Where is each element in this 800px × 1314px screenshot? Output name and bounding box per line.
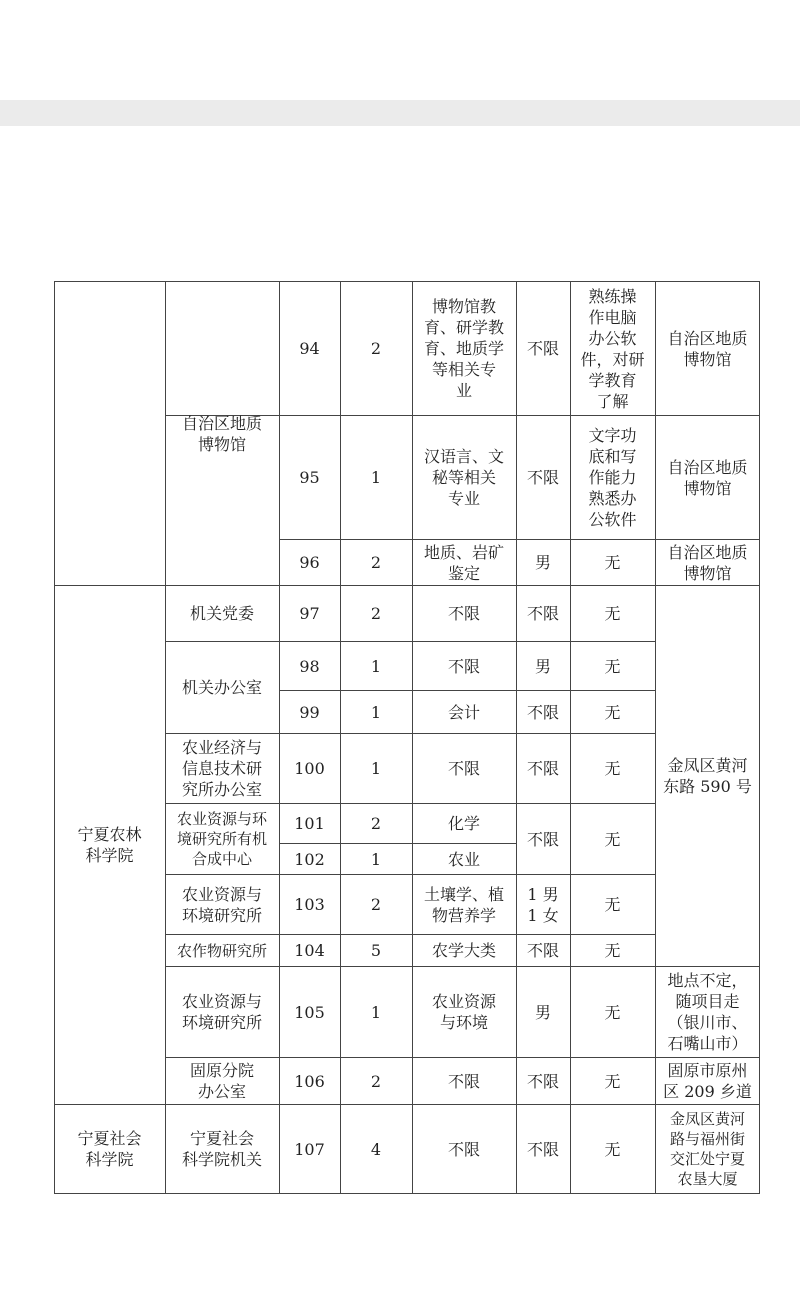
gender-cell: 1 男 1 女 <box>527 884 559 925</box>
dept-cell: 自治区地质 博物馆 <box>181 413 262 454</box>
count-cell: 1 <box>370 1002 382 1022</box>
code-cell: 106 <box>294 1071 325 1091</box>
location-cell: 地点不定， 随项目走 （银川市、 石嘴山市） <box>667 971 748 1053</box>
location-cell: 固原市原州 区 209 乡道 <box>663 1061 752 1101</box>
dept-cell: 固原分院 办公室 <box>189 1061 254 1101</box>
location-cell: 金凤区黄河 路与福州街 交汇处宁夏 农垦大厦 <box>669 1110 745 1188</box>
count-cell: 2 <box>370 895 382 914</box>
other-req-cell: 无 <box>604 1139 621 1159</box>
location-cell: 自治区地质 博物馆 <box>667 328 748 369</box>
major-cell: 不限 <box>447 1071 480 1091</box>
other-req-cell: 文字功 底和写 作能力 熟悉办 公软件 <box>588 426 637 529</box>
gender-cell: 不限 <box>526 759 559 778</box>
count-cell: 4 <box>370 1139 382 1159</box>
other-req-cell: 无 <box>604 1071 621 1091</box>
major-cell: 土壤学、植 物营养学 <box>423 884 504 925</box>
major-cell: 农业 <box>447 849 480 869</box>
other-req-cell: 熟练操 作电脑 办公软 件，对研 学教育 了解 <box>580 286 645 411</box>
gender-cell: 不限 <box>526 941 559 960</box>
gender-cell: 不限 <box>526 702 559 722</box>
code-cell: 97 <box>299 604 320 623</box>
code-cell: 102 <box>294 849 325 869</box>
major-cell: 化学 <box>447 814 480 833</box>
gender-cell: 不限 <box>526 1139 559 1159</box>
major-cell: 不限 <box>447 656 480 676</box>
dept-cell: 机关党委 <box>189 604 254 623</box>
unit-cell: 宁夏农林 科学院 <box>77 825 142 865</box>
other-req-cell: 无 <box>604 941 621 960</box>
code-cell: 98 <box>299 656 320 676</box>
other-req-cell: 无 <box>604 895 621 914</box>
count-cell: 1 <box>370 702 382 722</box>
other-req-cell: 无 <box>604 829 621 849</box>
gender-cell: 男 <box>534 1002 551 1022</box>
dept-cell: 农业资源与 环境研究所 <box>181 884 262 925</box>
code-cell: 104 <box>294 941 325 960</box>
major-cell: 地质、岩矿 鉴定 <box>423 542 504 583</box>
gender-cell: 男 <box>534 656 551 676</box>
code-cell: 96 <box>299 553 320 572</box>
dept-cell: 农业资源与环 境研究所有机 合成中心 <box>176 810 267 868</box>
count-cell: 1 <box>370 849 382 869</box>
other-req-cell: 无 <box>604 656 621 676</box>
gender-cell: 不限 <box>526 604 559 623</box>
count-cell: 1 <box>370 468 382 487</box>
dept-cell: 宁夏社会 科学院机关 <box>181 1129 262 1169</box>
gender-cell: 不限 <box>526 339 559 358</box>
code-cell: 99 <box>299 702 320 722</box>
code-cell: 103 <box>294 895 325 914</box>
count-cell: 1 <box>370 759 382 778</box>
unit-cell: 宁夏社会 科学院 <box>77 1129 142 1169</box>
major-cell: 农学大类 <box>431 941 496 960</box>
count-cell: 2 <box>370 339 382 358</box>
count-cell: 2 <box>370 814 382 833</box>
gender-cell: 男 <box>534 553 551 572</box>
location-cell: 自治区地质 博物馆 <box>667 542 748 583</box>
count-cell: 2 <box>370 604 382 623</box>
top-toolbar-band <box>0 100 800 126</box>
code-cell: 94 <box>299 339 320 358</box>
other-req-cell: 无 <box>604 1002 621 1022</box>
dept-cell: 农业资源与 环境研究所 <box>181 992 262 1032</box>
major-cell: 博物馆教 育、研学教 育、地质学 等相关专 业 <box>423 297 504 400</box>
code-cell: 100 <box>294 759 325 778</box>
dept-cell: 机关办公室 <box>181 678 262 697</box>
code-cell: 107 <box>294 1139 325 1159</box>
dept-cell: 农作物研究所 <box>176 941 267 960</box>
major-cell: 不限 <box>447 759 480 778</box>
major-cell: 不限 <box>447 1139 480 1159</box>
major-cell: 汉语言、文 秘等相关 专业 <box>423 447 504 508</box>
other-req-cell: 无 <box>604 604 621 623</box>
location-cell: 自治区地质 博物馆 <box>667 457 748 498</box>
other-req-cell: 无 <box>604 553 621 572</box>
gender-cell: 不限 <box>526 468 559 487</box>
other-req-cell: 无 <box>604 759 621 778</box>
other-req-cell: 无 <box>604 702 621 722</box>
major-cell: 不限 <box>447 604 480 623</box>
location-cell: 金凤区黄河 东路 590 号 <box>663 756 752 796</box>
count-cell: 1 <box>370 656 382 676</box>
count-cell: 2 <box>370 553 382 572</box>
major-cell: 农业资源 与环境 <box>431 992 496 1032</box>
count-cell: 2 <box>370 1071 382 1091</box>
count-cell: 5 <box>370 941 382 960</box>
major-cell: 会计 <box>447 702 480 722</box>
dept-cell: 农业经济与 信息技术研 究所办公室 <box>181 738 262 799</box>
gender-cell: 不限 <box>526 1071 559 1091</box>
code-cell: 105 <box>294 1002 325 1022</box>
code-cell: 95 <box>299 468 320 487</box>
code-cell: 101 <box>294 814 325 833</box>
gender-cell: 不限 <box>526 829 559 849</box>
